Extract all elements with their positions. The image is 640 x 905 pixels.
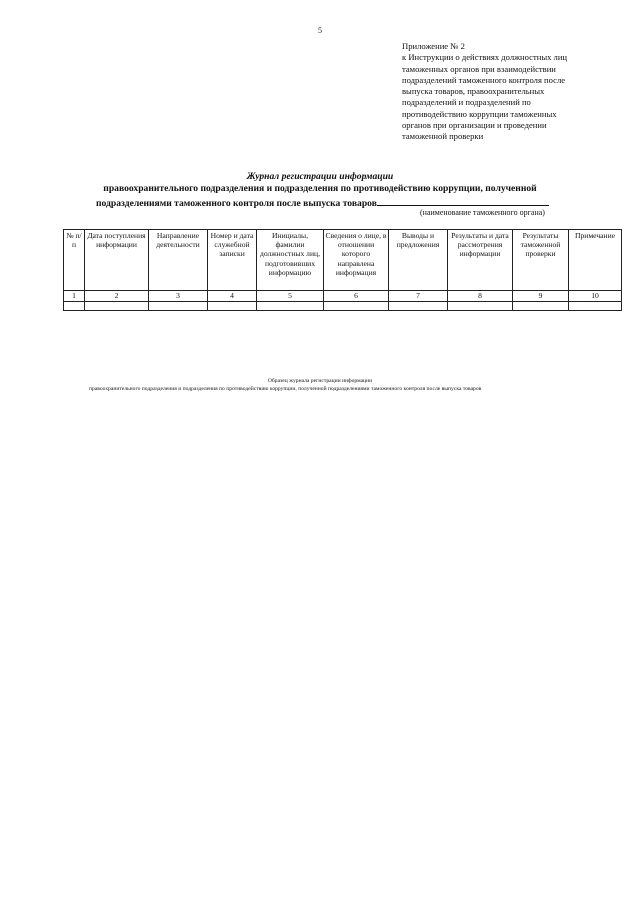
journal-subtitle-line-1: правоохранительного подразделения и подразделения по противодействию коррупции, полученной [103,183,537,194]
journal-table [63,229,622,311]
column-number: 4 [208,291,257,302]
column-number: 9 [513,291,569,302]
column-header: Примечание [569,230,622,291]
column-header: Результаты таможенной проверки [513,230,569,291]
column-number: 5 [257,291,324,302]
column-number: 10 [569,291,622,302]
appendix-line: подразделений и подразделений по [402,97,531,108]
table-cell [257,302,324,311]
table-cell [389,302,448,311]
appendix-line: таможенной проверки [402,131,484,142]
table-cell [448,302,513,311]
column-number-row [64,291,622,302]
column-header: Выводы и предложения [389,230,448,291]
table-cell [324,302,389,311]
column-header: Дата поступления информации [85,230,149,291]
footer-caption-line-1: Образец журнала регистрации информации [267,378,373,384]
appendix-line: Приложение № 2 [402,41,465,51]
journal-title: Журнал регистрации информации [246,171,394,182]
column-header: Сведения о лице, в отношении которого направлена информация [324,230,389,291]
column-number: 6 [324,291,389,302]
table-cell [513,302,569,311]
customs-organ-caption: (наименование таможенного органа) [420,208,545,217]
table-header-row [64,230,622,291]
table-row [64,302,622,311]
column-header: Инициалы, фамилии должностных лиц, подготовивших информацию [257,230,324,291]
column-number: 7 [389,291,448,302]
column-number: 3 [149,291,208,302]
table-cell [149,302,208,311]
column-header: Результаты и дата рассмотрения информации [448,230,513,291]
column-number: 2 [85,291,149,302]
footer-caption-line-2: правоохранительного подразделения и подразделения по противодействию коррупции, полученной подразделениями таможенного контроля после выпуска товаров [89,386,482,392]
journal-subtitle-text: подразделениями таможенного контроля после выпуска товаров [96,198,377,209]
appendix-line: подразделений таможенного контроля после [402,74,566,85]
column-header: № п/п [64,230,85,291]
appendix-line: противодействию коррупции таможенных [402,108,557,119]
page-number: 5 [318,26,322,35]
table-cell [569,302,622,311]
column-number: 8 [448,291,513,302]
appendix-line: выпуска товаров, правоохранительных [402,86,545,97]
column-number: 1 [64,291,85,302]
appendix-line: к Инструкции о действиях должностных лиц [402,52,568,63]
appendix-line: органов при организации и проведении [402,120,547,131]
column-header: Номер и дата служебной записки [208,230,257,291]
appendix-line: таможенных органов при взаимодействии [402,63,556,74]
customs-organ-blank [377,196,549,206]
appendix-note [402,41,612,143]
column-header: Направление деятельности [149,230,208,291]
table-cell [85,302,149,311]
table-cell [208,302,257,311]
table-cell [64,302,85,311]
